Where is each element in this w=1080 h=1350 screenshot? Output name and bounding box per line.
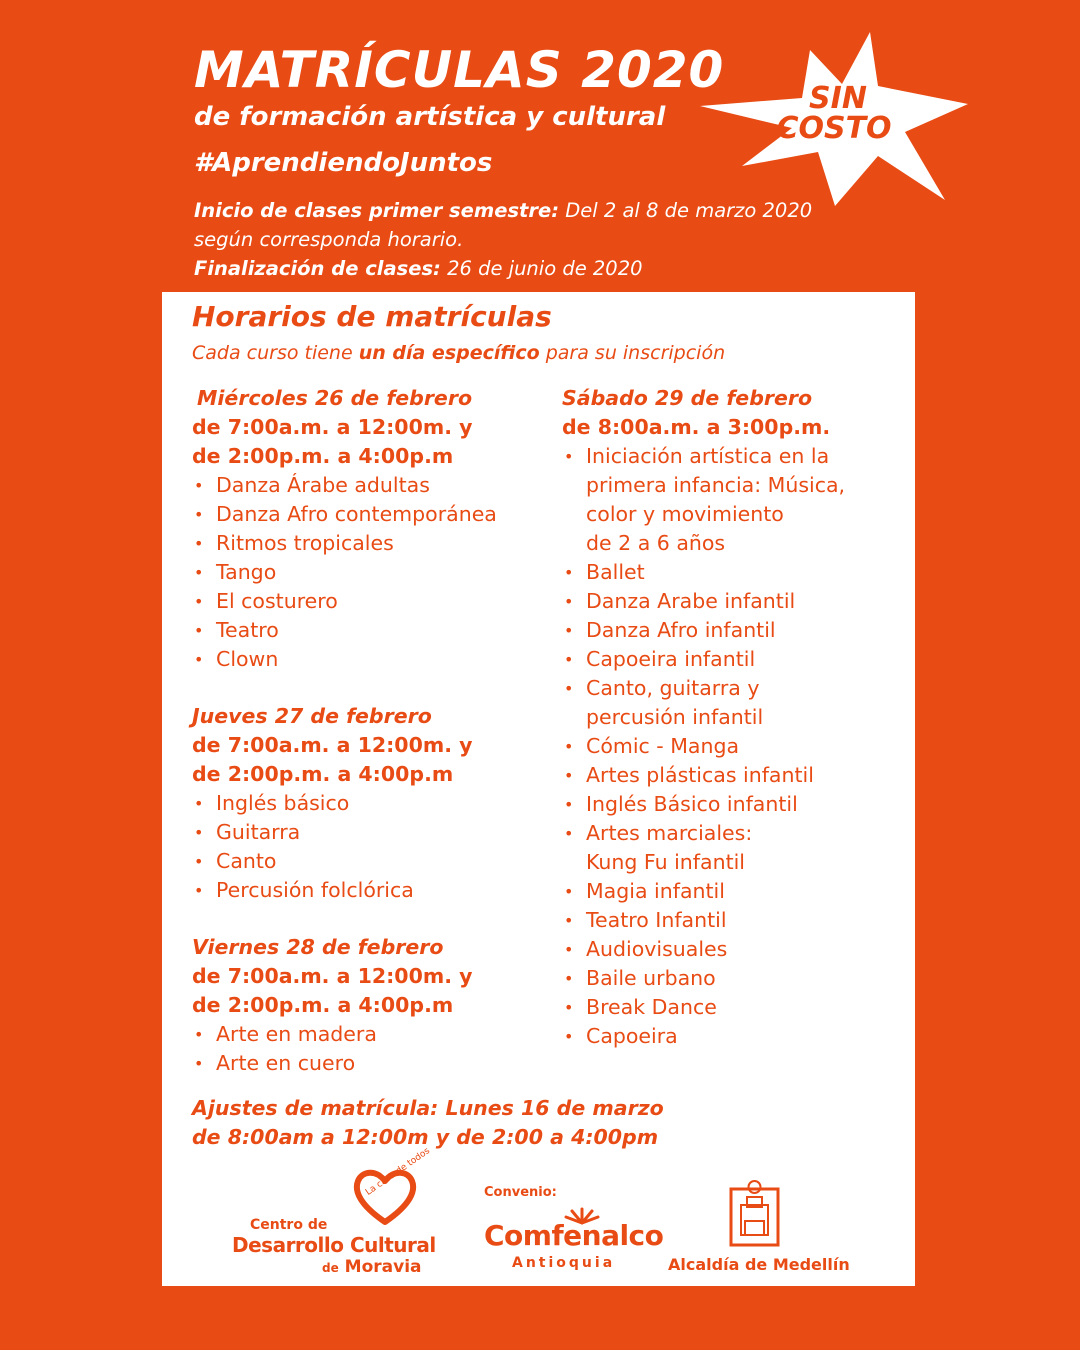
time-range: de 2:00p.m. a 4:00p.m (192, 444, 454, 468)
list-item: • Tango (192, 558, 552, 587)
course-list (192, 1020, 552, 1078)
time-range: de 7:00a.m. a 12:00m. y (192, 733, 473, 757)
cdcm-line3-main: Moravia (344, 1257, 422, 1277)
list-item: • El costurero (192, 587, 552, 616)
cdcm-line3 (322, 1257, 422, 1277)
badge-line2: COSTO (776, 111, 892, 146)
alcaldia-logo: Alcaldía de Medellín (668, 1255, 850, 1274)
list-item: • Percusión folclórica (192, 876, 552, 905)
list-item: • Inglés básico (192, 789, 552, 818)
list-item (562, 819, 902, 877)
time-range: de 2:00p.m. a 4:00p.m (192, 993, 454, 1017)
card-subtitle (192, 342, 725, 364)
day-group-thursday (192, 702, 552, 905)
list-item: • Danza Afro infantil (562, 616, 902, 645)
cdcm-tagline: La casa de todos (364, 1146, 432, 1198)
comfenalco-sub: Antioquia (512, 1255, 616, 1271)
schedule-left-column (192, 384, 552, 1106)
list-item (562, 442, 902, 558)
list-item-line: primera infancia: Música, (586, 473, 846, 497)
medellin-shield-icon (727, 1177, 782, 1249)
card-subtitle-pre: Cada curso tiene (192, 342, 353, 364)
list-item: • Artes plásticas infantil (562, 761, 902, 790)
list-item-line: • Iniciación artística en la (586, 444, 830, 468)
adjust-line: de 8:00am a 12:00m y de 2:00 a 4:00pm (192, 1125, 659, 1149)
list-item: • Ritmos tropicales (192, 529, 552, 558)
list-item-line: color y movimiento (586, 502, 784, 526)
day-heading: Viernes 28 de febrero (192, 935, 444, 959)
course-list (192, 471, 552, 674)
card-subtitle-post: para su inscripción (545, 342, 726, 364)
list-item: • Guitarra (192, 818, 552, 847)
list-item: • Capoeira (562, 1022, 902, 1051)
list-item: • Canto (192, 847, 552, 876)
sponsor-logos (162, 1146, 915, 1282)
end-line (194, 254, 812, 283)
list-item-line: Kung Fu infantil (586, 850, 746, 874)
cdcm-line3-pre: de (322, 1261, 339, 1275)
day-group-friday (192, 933, 552, 1078)
list-item-line: • Artes marciales: (586, 821, 753, 845)
badge-line1: SIN (809, 81, 867, 116)
comfenalco-logo: Comfenalco (484, 1219, 664, 1252)
course-list (192, 789, 552, 905)
hashtag: #AprendiendoJuntos (194, 148, 493, 178)
day-group-wednesday (192, 384, 552, 674)
start-note: según corresponda horario. (194, 228, 464, 251)
list-item: • Audiovisuales (562, 935, 902, 964)
list-item: • Danza Arabe infantil (562, 587, 902, 616)
end-label: Finalización de clases: (194, 257, 441, 280)
list-item: • Baile urbano (562, 964, 902, 993)
card-title: Horarios de matrículas (192, 300, 552, 333)
list-item: • Teatro (192, 616, 552, 645)
convenio-label: Convenio: (484, 1185, 557, 1200)
day-group-saturday (562, 384, 902, 1051)
list-item: • Ballet (562, 558, 902, 587)
class-dates (194, 196, 812, 283)
list-item: • Teatro Infantil (562, 906, 902, 935)
day-heading: Sábado 29 de febrero (562, 386, 813, 410)
day-heading: Miércoles 26 de febrero (197, 386, 473, 410)
list-item: • Capoeira infantil (562, 645, 902, 674)
list-item: • Danza Árabe adultas (192, 471, 552, 500)
start-label: Inicio de clases primer semestre: (194, 199, 560, 222)
list-item: • Clown (192, 645, 552, 674)
time-range: de 8:00a.m. a 3:00p.m. (562, 415, 831, 439)
sin-costo-badge (700, 28, 980, 208)
cdcm-logo (232, 1146, 442, 1277)
time-range: de 2:00p.m. a 4:00p.m (192, 762, 454, 786)
enrollment-adjustments (192, 1094, 664, 1152)
time-range: de 7:00a.m. a 12:00m. y (192, 415, 473, 439)
card-subtitle-bold: un día específico (358, 342, 540, 364)
heart-icon (350, 1167, 420, 1227)
start-value: Del 2 al 8 de marzo 2020 (565, 199, 813, 222)
day-heading: Jueves 27 de febrero (192, 704, 432, 728)
cdcm-line1: Centro de (250, 1217, 328, 1233)
list-item-line: percusión infantil (586, 705, 764, 729)
list-item: • Cómic - Manga (562, 732, 902, 761)
schedule-card (162, 292, 915, 1286)
list-item: • Inglés Básico infantil (562, 790, 902, 819)
list-item-line: de 2 a 6 años (586, 531, 726, 555)
schedule-right-column (562, 384, 902, 1079)
course-list (562, 442, 902, 1051)
start-line (194, 196, 812, 225)
list-item: • Danza Afro contemporánea (192, 500, 552, 529)
end-value: 26 de junio de 2020 (447, 257, 643, 280)
list-item (562, 674, 902, 732)
time-range: de 7:00a.m. a 12:00m. y (192, 964, 473, 988)
list-item-line: • Canto, guitarra y (586, 676, 760, 700)
page-title: MATRÍCULAS 2020 (194, 41, 725, 99)
list-item: • Break Dance (562, 993, 902, 1022)
list-item: • Arte en cuero (192, 1049, 552, 1078)
page-subtitle: de formación artística y cultural (194, 102, 666, 132)
cdcm-line2: Desarrollo Cultural (232, 1233, 436, 1257)
list-item: • Arte en madera (192, 1020, 552, 1049)
list-item: • Magia infantil (562, 877, 902, 906)
adjust-line: Ajustes de matrícula: Lunes 16 de marzo (192, 1096, 664, 1120)
